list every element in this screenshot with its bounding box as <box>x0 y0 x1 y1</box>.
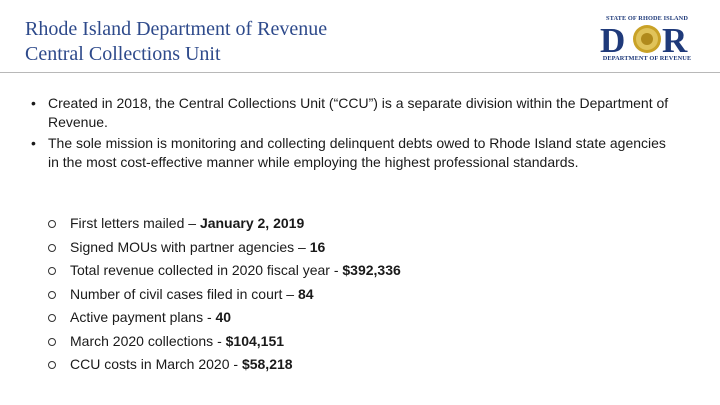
title-divider <box>0 72 720 73</box>
fact-value: $58,218 <box>241 356 293 372</box>
bullet-list <box>29 94 669 174</box>
logo-bottom-text: DEPARTMENT OF REVENUE <box>602 55 692 62</box>
fact-value: January 2, 2019 <box>199 215 305 231</box>
fact-value: 16 <box>309 238 326 255</box>
circle-bullet-icon <box>48 220 56 228</box>
svg-text:R: R <box>662 22 688 55</box>
dor-logo <box>598 14 696 64</box>
fact-item <box>48 355 608 374</box>
fact-item <box>48 238 608 257</box>
title-line-2: Central Collections Unit <box>25 43 221 65</box>
dor-seal-icon <box>598 22 696 55</box>
circle-bullet-icon <box>48 338 56 346</box>
fact-label: Signed MOUs with partner agencies – <box>70 238 310 255</box>
fact-label: March 2020 collections - <box>70 332 226 349</box>
bullet-item <box>29 134 669 172</box>
bullet-text: The sole mission is monitoring and collecting delinquent debts owed to Rhode Island state agencies in the most cost-effective manner while employing the highest professional standards. <box>48 135 666 170</box>
circle-bullet-icon <box>48 291 56 299</box>
fact-item <box>48 332 608 351</box>
bullet-marker: • <box>31 135 36 151</box>
fact-label: First letters mailed – <box>70 215 200 231</box>
circle-bullet-icon <box>48 361 56 369</box>
circle-bullet-icon <box>48 267 56 275</box>
svg-text:D: D <box>600 22 626 55</box>
bullet-text: Created in 2018, the Central Collections Unit (“CCU”) is a separate division within the Department of Revenue. <box>48 95 669 130</box>
fact-label: Total revenue collected in 2020 fiscal year - <box>70 262 343 278</box>
fact-value: 84 <box>297 285 314 302</box>
circle-bullet-icon <box>48 314 56 322</box>
fact-label: Number of civil cases filed in court – <box>70 285 298 302</box>
bullet-marker: • <box>31 95 36 111</box>
fact-item <box>48 308 608 327</box>
fact-value: 40 <box>215 309 232 325</box>
fact-label: CCU costs in March 2020 - <box>70 356 242 372</box>
fact-item <box>48 214 608 233</box>
fact-label: Active payment plans - <box>70 309 216 325</box>
slide-title <box>25 17 327 67</box>
logo-top-text: STATE OF RHODE ISLAND <box>606 15 688 22</box>
bullet-item <box>29 94 669 132</box>
fact-item <box>48 261 608 280</box>
circle-bullet-icon <box>48 244 56 252</box>
fact-item <box>48 285 608 304</box>
fact-value: $392,336 <box>342 262 401 278</box>
facts-list <box>48 214 608 379</box>
title-line-1: Rhode Island Department of Revenue <box>25 18 328 40</box>
fact-value: $104,151 <box>225 332 285 349</box>
